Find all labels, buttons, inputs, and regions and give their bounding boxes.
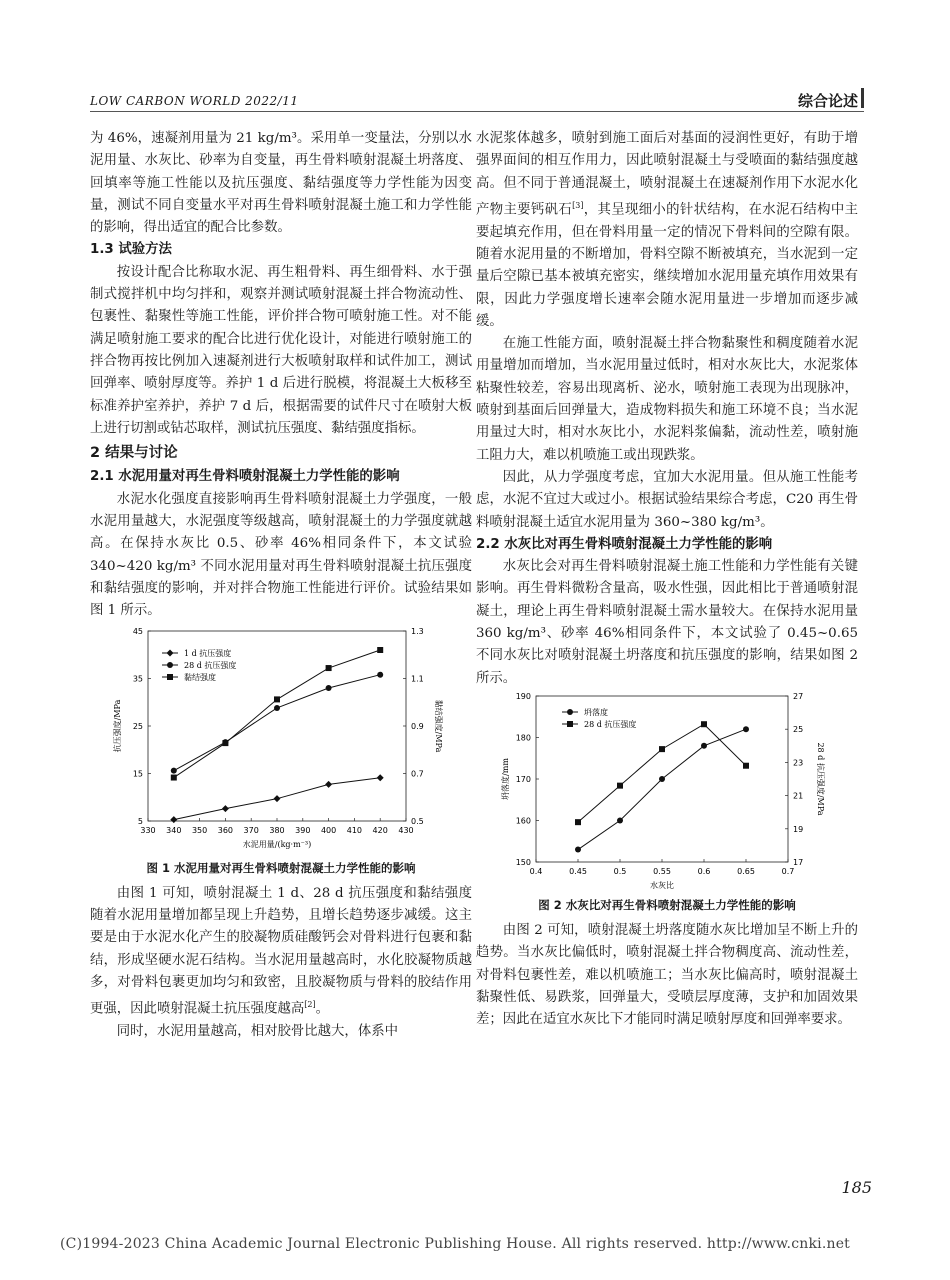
y-tick-label: 170 [515, 774, 531, 784]
section-heading-2-2: 2.2 水灰比对再生骨料喷射混凝土力学性能的影响 [476, 536, 773, 552]
legend-label: 坍落度 [584, 707, 608, 717]
plot-frame [148, 631, 406, 821]
figure-1-caption: 图 1 水泥用量对再生骨料喷射混凝土力学性能的影响 [146, 860, 416, 875]
data-point [575, 819, 581, 825]
x-tick-label: 430 [398, 825, 414, 835]
figure-2-caption: 图 2 水灰比对再生骨料喷射混凝土力学性能的影响 [538, 897, 796, 912]
y-right-tick-label: 17 [793, 857, 804, 867]
paragraph: 在施工性能方面，喷射混凝土拌合物黏聚性和稠度随着水泥用量增加而增加，当水泥用量过低时，相对水灰比大，水泥浆体粘聚性较差，容易出现离析、泌水，喷射施工表现为出现脉冲，喷射到基面后回弹量大，造成物料损失和施工环境不良；当水泥用量过大时，相对水灰比小，水泥料浆偏黏，流动性差，喷射施工阻力大，难以机喷施工或出现跌浆。 [476, 336, 858, 463]
series-line-2 [174, 674, 380, 770]
data-point [743, 726, 749, 732]
citation-2: [2] [304, 1000, 316, 1010]
figure-1 [90, 623, 472, 879]
x-tick-label: 0.55 [653, 866, 671, 876]
x-tick-label: 330 [140, 825, 156, 835]
legend-label: 黏结强度 [184, 672, 216, 682]
y-tick-label: 150 [515, 857, 531, 867]
left-column [90, 128, 472, 1043]
data-point [377, 774, 384, 781]
x-tick-label: 420 [372, 825, 388, 835]
y-right-tick-label: 0.9 [411, 721, 424, 731]
x-axis-label: 水泥用量/(kg·m⁻³) [242, 839, 312, 849]
paragraph: 按设计配合比称取水泥、再生粗骨料、再生细骨料、水于强制式搅拌机中均匀拌和，观察并测试喷射混凝土拌合物流动性、包裹性、黏聚性等施工性能，评价拌合物可喷射施工性。对不能满足喷射施工要求的配合比进行优化设计，对能进行喷射施工的拌合物再按比例加入速凝剂进行大板喷射取样和试件加工，测试回弹率、喷射厚度等。养护 1 d 后进行脱模，将混凝土大板移至标准养护室养护，养护 7 d 后，根据需要的试件尺寸在喷射大板上进行切割或钻芯取样，测试抗压强度、黏结强度指标。 [90, 264, 472, 436]
x-tick-label: 380 [269, 825, 285, 835]
figure-1-chart [90, 623, 472, 855]
header-rule [90, 111, 864, 112]
header-bar [861, 88, 864, 108]
paragraph: 同时，水泥用量越高，相对胶骨比越大，体系中 [116, 1024, 398, 1040]
y-right-axis-label: 黏结强度/MPa [434, 699, 443, 752]
y-right-axis-label: 28 d 抗压强度/MPa [816, 742, 825, 816]
paragraph-text: 由图 1 可知，喷射混凝土 1 d、28 d 抗压强度和黏结强度随着水泥用量增加都呈现上升趋势，且增长趋势逐步减缓。这主要是由于水泥水化产生的胶凝物质硅酸钙会对骨料进行包裹和黏结，形成坚硬水泥石结构。当水泥用量越高时，水化胶凝物质越多，对骨料包裹更加均匀和致密，且胶凝物质与骨料的胶结作用更强，因此喷射混凝土抗压强度越高 [90, 885, 472, 1017]
y-right-tick-label: 19 [793, 824, 804, 834]
data-point [701, 721, 707, 727]
section-heading-2-1: 2.1 水泥用量对再生骨料喷射混凝土力学性能的影响 [90, 469, 400, 485]
figure-2 [476, 690, 858, 916]
data-point [701, 743, 707, 749]
y-tick-label: 180 [515, 733, 531, 743]
page-number: 185 [841, 1178, 872, 1197]
citation-3: [3] [572, 200, 584, 210]
y-right-tick-label: 1.1 [411, 674, 424, 684]
journal-name: LOW CARBON WORLD 2022/11 [90, 94, 299, 108]
copyright-footer: (C)1994-2023 China Academic Journal Electronic Publishing House. All rights reserved. http://www.cnki.net [60, 1236, 851, 1252]
y-right-tick-label: 23 [793, 758, 804, 768]
data-point [171, 767, 177, 773]
paragraph: 因此，从力学强度考虑，宜加大水泥用量。但从施工性能考虑，水泥不宜过大或过小。根据试验结果综合考虑，C20 再生骨料喷射混凝土适宜水泥用量为 360~380 kg/m³。 [476, 469, 858, 530]
paragraph [90, 883, 472, 1021]
y-tick-label: 5 [137, 816, 143, 826]
data-point [659, 746, 665, 752]
paragraph [476, 128, 858, 333]
paragraph-text: 水泥浆体越多，喷射到施工面后对基面的浸润性更好，有助于增强界面间的相互作用力，因此喷射混凝土与受喷面的黏结强度越高。但不同于普通混凝土，喷射混凝土在速凝剂作用下水泥水化产物主要钙矾石 [476, 131, 858, 218]
x-tick-label: 370 [243, 825, 259, 835]
legend-marker [567, 709, 573, 715]
x-tick-label: 400 [320, 825, 337, 835]
x-tick-label: 0.7 [781, 866, 795, 876]
figure-2-chart [476, 690, 858, 892]
legend-marker [567, 721, 573, 727]
paragraph: 为 46%，速凝剂用量为 21 kg/m³。采用单一变量法，分别以水泥用量、水灰比、砂率为自变量，再生骨料喷射混凝土坍落度、回填率等施工性能以及抗压强度、黏结强度等力学性能为因变量，测试不同自变量水平对再生骨料喷射混凝土施工和力学性能的影响，得出适宜的配合比参数。 [90, 131, 472, 236]
data-point [326, 665, 332, 671]
data-point [325, 780, 332, 787]
paragraph-text: ，其呈现细小的针状结构，在水泥石结构中主要起填充作用，但在骨料用量一定的情况下骨料间的空隙有限。随着水泥用量的不断增加，骨料空隙不断被填充，当水泥到一定量后空隙已基本被填充密实，继续增加水泥用量充填作用效果有限，因此力学强度增长速率会随水泥用量进一步增加而逐步减缓。 [476, 202, 859, 329]
data-point [575, 846, 581, 852]
legend-marker [167, 649, 174, 656]
y-right-tick-label: 0.7 [411, 769, 424, 779]
section-heading-2: 2 结果与讨论 [90, 445, 178, 462]
y-tick-label: 45 [132, 626, 143, 636]
y-right-tick-label: 27 [793, 691, 804, 701]
x-tick-label: 0.65 [737, 866, 755, 876]
y-right-tick-label: 25 [793, 725, 804, 735]
data-point [274, 704, 280, 710]
x-tick-label: 360 [217, 825, 234, 835]
data-point [326, 685, 332, 691]
x-tick-label: 0.45 [569, 866, 587, 876]
x-tick-label: 0.4 [529, 866, 543, 876]
data-point [274, 696, 280, 702]
data-point [274, 795, 281, 802]
x-tick-label: 410 [346, 825, 363, 835]
data-point [222, 805, 229, 812]
paragraph-end: 。 [315, 1001, 329, 1017]
x-axis-label: 水灰比 [650, 880, 674, 890]
y-tick-label: 35 [132, 674, 143, 684]
section-heading-1-3: 1.3 试验方法 [90, 242, 172, 258]
section-name: 综合论述 [797, 92, 858, 110]
x-tick-label: 350 [191, 825, 208, 835]
legend-marker [167, 674, 173, 680]
legend-marker [167, 662, 173, 668]
x-tick-label: 340 [166, 825, 182, 835]
y-tick-label: 25 [132, 721, 143, 731]
paragraph: 由图 2 可知，喷射混凝土坍落度随水灰比增加呈不断上升的趋势。当水灰比偏低时，喷射混凝土拌合物稠度高、流动性差，对骨料包裹性差，难以机喷施工；当水灰比偏高时，喷射混凝土黏聚性低、易跌浆，回弹量大，受喷层厚度薄，支护和加固效果差；因此在适宜水灰比下才能同时满足喷射厚度和回弹率要求。 [476, 923, 858, 1028]
legend-label: 28 d 抗压强度 [184, 660, 237, 670]
x-tick-label: 390 [295, 825, 311, 835]
legend-label: 28 d 抗压强度 [584, 719, 637, 729]
paragraph: 水泥水化强度直接影响再生骨料喷射混凝土力学强度，一般水泥用量越大，水泥强度等级越高，喷射混凝土的力学强度就越高。在保持水灰比 0.5、砂率 46%相同条件下，本文试验 340~420 kg/m³ 不同水泥用量对再生骨料喷射混凝土抗压强度和黏结强度的影响，并对拌合物施工性能进行评价。试验结果如图 1 所示。 [90, 491, 472, 619]
data-point [659, 776, 665, 782]
legend-label: 1 d 抗压强度 [184, 648, 232, 658]
data-point [222, 740, 228, 746]
right-column [476, 128, 858, 1032]
data-point [617, 783, 623, 789]
data-point [743, 763, 749, 769]
y-tick-label: 15 [132, 769, 143, 779]
y-axis-label: 坍落度/mm [501, 757, 510, 800]
data-point [377, 647, 383, 653]
x-tick-label: 0.6 [697, 866, 711, 876]
data-point [617, 817, 623, 823]
y-tick-label: 190 [515, 691, 531, 701]
paragraph: 水灰比会对再生骨料喷射混凝土施工性能和力学性能有关键影响。再生骨料微粉含量高，吸水性强，因此相比于普通喷射混凝土，理论上再生骨料喷射混凝土需水量较大。在保持水泥用量 360 kg/m³、砂率 46%相同条件下，本文试验了 0.45~0.65 不同水灰比对喷射混凝土坍落度和抗压强度的影响，结果如图 2 所示。 [476, 559, 858, 686]
data-point [171, 774, 177, 780]
y-right-tick-label: 0.5 [411, 816, 424, 826]
data-point [170, 816, 177, 823]
y-axis-label: 抗压强度/MPa [113, 699, 122, 752]
x-tick-label: 0.5 [613, 866, 627, 876]
y-right-tick-label: 21 [793, 791, 804, 801]
data-point [377, 671, 383, 677]
y-tick-label: 160 [515, 816, 531, 826]
y-right-tick-label: 1.3 [411, 626, 424, 636]
